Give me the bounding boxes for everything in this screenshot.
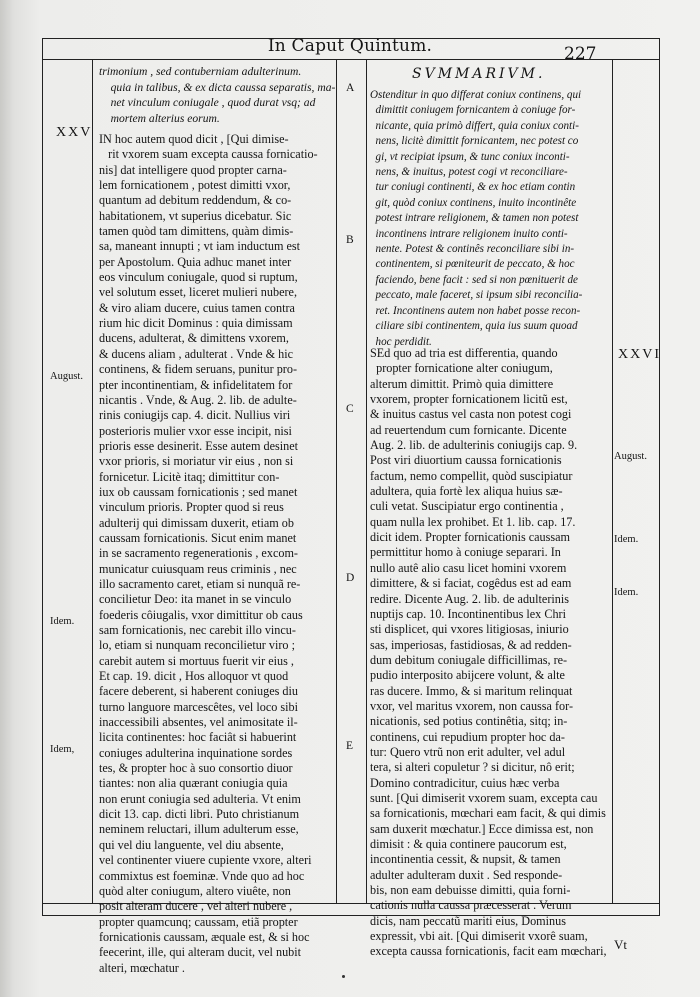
center-rule-right <box>366 59 367 903</box>
margin-note-right-idem-2: Idem. <box>614 587 639 598</box>
section-letter-a: A <box>346 82 355 94</box>
margin-chapter-right: XXVI <box>618 347 661 362</box>
margin-note-left-idem-1: Idem. <box>50 616 75 627</box>
page-number: 227 <box>564 44 597 64</box>
page-speck <box>342 975 345 978</box>
right-column-body: SEd quo ad tria est differentia, quando propter fornicatione alter coniugum, alterum dimittit. Primò quia dimittere vxorem, propter fornicationem licitũ est, & inuitus castus vel casta non potest cogi ad reuertendum cum fornicante. Dicente Aug. 2. lib. de adulterinis coniugijs cap. 9. Post viri diuortium caussa fornicationis factum, nemo compellit, quòd suscipiatur adultera, quia fortè lex aliqua huius sæ- culi vetat. Suscipiatur ergo continentia , quam nulla lex prohibet. Et 1. lib. cap. 17. dicit idem. Propter fornicationis caussam permittitur homo à coniuge separari. In nullo autê alio casu licet homini vxorem dimittere, & si faciat, cogêdus est ad eam redire. Dicente Aug. 2. lib. de adulterinis nuptijs cap. 10. Incontinentibus lex Chri sti displicet, qui vxores litigiosas, iniurio sas, imperiosas, fastidiosas, & ad redden- dum debitum coniugale difficillimas, re- pudio interposito abijcere volunt, & alte ras ducere. Immo, & si maritum relinquat vxor, vel maritus vxorem, non caussa for- nicationis, sed potius continêtia, sitq; in- continens, cui repudium propter hoc da- tur: Quero vtrũ non erit adulter, vel adul tera, si alteri copuletur ? si dicitur, nô erit; Domino contradicitur, cuius hæc verba sunt. [Qui dimiserit vxorem suam, excepta cau sa fornicationis, mœchari eam facit, & qui dimis sam duxerit mœchatur.] Ecce dimissa est, non dimisit : & quia continere paucorum est, incontinentia cessit, & nupsit, & tamen adulter adulteram duxit . Sed responde- bis, non eam debuisse dimitti, quia forni- cationis nulla caussa præcesserat . Verum dicis, nam peccatũ mariti eius, Dominus expressit, vbi ait. [Qui dimiserit vxorê suam, excepta caussa fornicationis, facit eam mœchari, <box>370 346 607 959</box>
running-title: In Caput Quintum. <box>267 36 433 56</box>
left-column-top-italic: trimonium , sed contuberniam adulterinum. quia in talibus, & ex dicta caussa separatis, ma- net vinculum coniugale , quod durat vsq; ad mortem alterius eorum. <box>99 65 335 125</box>
section-letter-c: C <box>346 403 354 415</box>
margin-chapter-left: XXV <box>56 125 93 140</box>
margin-note-right-idem-1: Idem. <box>614 534 639 545</box>
section-letter-b: B <box>346 234 354 246</box>
margin-note-left-august: August. <box>50 371 83 382</box>
summary-heading: SVMMARIVM. <box>412 66 546 82</box>
center-rule-left <box>336 59 337 903</box>
section-letter-d: D <box>346 572 355 584</box>
summary-text: Ostenditur in quo differat coniux continens, qui dimittit coniugem fornicantem à coniuge for- nicante, quia primò differt, quia coniux conti- nens, licitè dimittit fornicantem, nec potest co gi, vt recipiat ipsum, & tunc coniux inconti- nens, & inuitus, potest cogi vt reconciliare- tur coniugi continenti, & ex hoc etiam contin git, quòd coniux continens, inuito incontinête potest intrare religionem, & tamen non potest incontinens intrare religionem inuito conti- nente. Potest & continês reconciliare sibi in- continentem, si pœniteurit de peccato, & hoc faciendo, bene facit : sed si non pœnituerit de peccato, male faceret, si ipsum sibi reconcilia- ret. Incontinens autem non habet posse recon- ciliare sibi continentem, quia ius suum quoad hoc perdidit. <box>370 89 583 348</box>
catchword: Vt <box>614 937 627 952</box>
margin-note-right-august: August. <box>614 451 647 462</box>
margin-note-left-idem-2: Idem, <box>50 744 75 755</box>
left-margin-rule <box>92 59 93 903</box>
right-margin-rule <box>612 59 613 903</box>
left-column-body: IN hoc autem quod dicit , [Qui dimise- rit vxorem suam excepta caussa fornicatio- nis] dat intelligere quod propter carna- lem fornicationem , potest dimitti vxor, quantum ad debitum reddendum, & co- habitationem, vt superius dicebatur. Sic tamen quòd tam dimittens, quàm dimis- sa, maneant innupti ; vt iam inductum est per Apostolum. Quia adhuc manet inter eos vinculum coniugale, quod si ruptum, vel solutum esset, liceret mulieri nubere, & viro aliam ducere, cuius tamen contra rium hic dicit Dominus : quia dimissam ducens, adulterat, & dimittens vxorem, & ducens aliam , adulterat . Vnde & hic continens, & fidem seruans, punitur pro- pter incontinentiam, & infidelitatem for nicantis . Vnde, & Aug. 2. lib. de adulte- rinis coniugijs cap. 4. dicit. Nullius viri posterioris mulier vxor esse incipit, nisi prioris esse desinerit. Esse autem desinet vxor prioris, si moriatur vir eius , non si fornicetur. Licitè itaq; dimittitur con- iux ob caussam fornicationis ; sed manet vinculum prioris. Propter quod si reus adulterij qui dimissam duxerit, etiam ob caussam fornicationis. Sicut enim manet in se sacramento regenerationis , excom- municatur cuiusquam reus criminis , nec illo sacramento caret, etiam si nunquã re- concilietur Deo: ita manet in se vinculo foederis côiugalis, vxor dimittitur ob caus sam fornicationis, nec carebit illo vincu- lo, etiam si nunquam reconcilietur viro ; carebit autem si mortuus fuerit vir eius , Et cap. 19. dicit , Hos alloquor vt quod facere deberent, si haberent coniuges diu turno languore marcescêtes, vel loco sibi inaccessibili absentes, vel animositate il- licita continentes: hoc faciât si habuerint coniuges adulterina inquinatione sordes tes, & propter hoc à suo consortio diuor tiantes: non alia quærant coniugia quia non erunt coniugia sed adulteria. Vt enim dicit 13. cap. dicti libri. Puto christianum neminem reluctari, illum adulterum esse, qui vel diu languente, vel diu absente, vel continenter viuere cupiente vxore, alteri commixtus est foeminæ. Vnde quo ad hoc quòd alter coniugum, altero viuête, non posit alteram ducere , vel alteri nubere , propter quamcunq; caussam, etiã propter fornicationis caussam, æquale est, & si hoc feecerint, ille, qui alteram ducit, vel nubit alteri, mœchatur . <box>99 132 318 975</box>
section-letter-e: E <box>346 740 354 752</box>
